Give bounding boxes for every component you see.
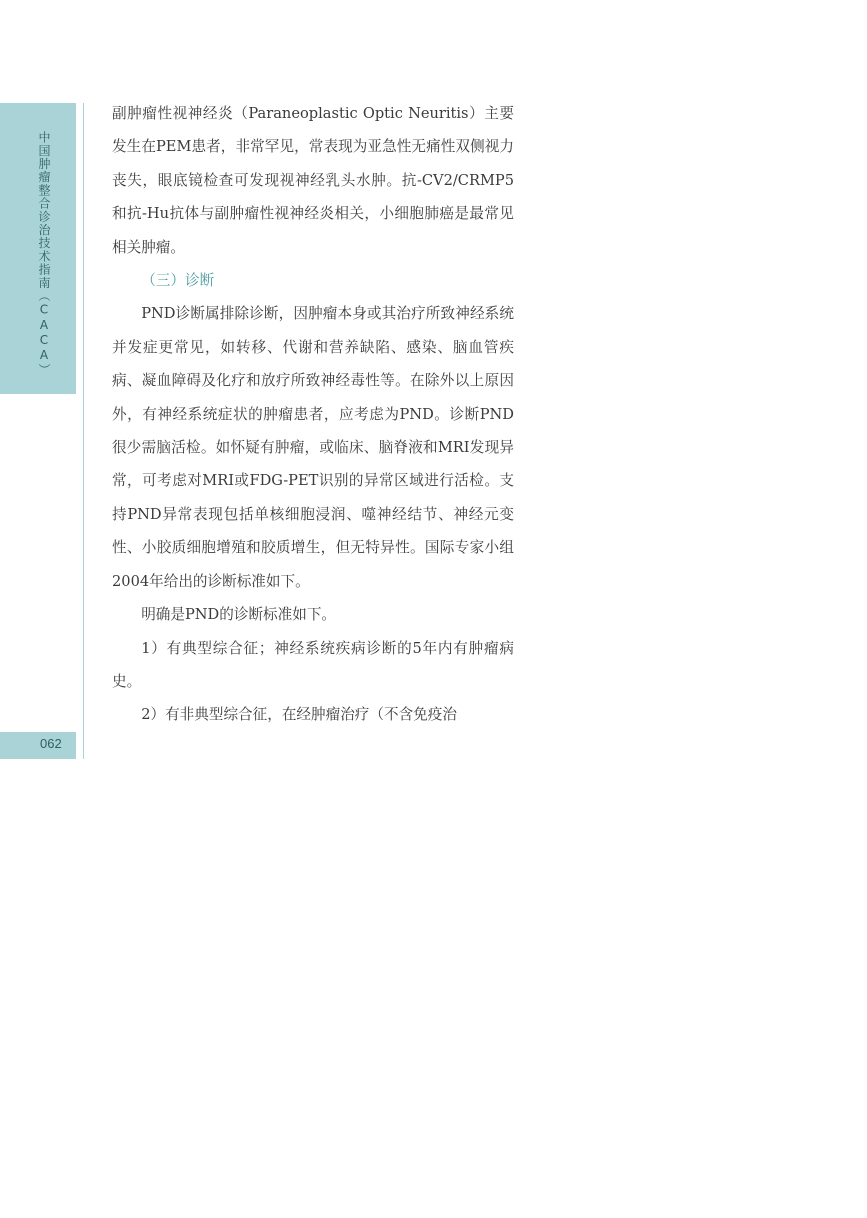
- section-heading-diagnosis: （三）诊断: [141, 272, 215, 290]
- criteria-item-1: 1）有典型综合征；神经系统疾病诊断的5年内有肿瘤病史。: [112, 639, 514, 690]
- margin-divider: [83, 103, 84, 759]
- page-number: 062: [40, 736, 62, 751]
- criteria-item-2: 2）有非典型综合征，在经肿瘤治疗（不含免疫治: [141, 706, 457, 724]
- main-text: [112, 97, 514, 732]
- book-title: 中国肿瘤整合诊治技术指南（CACA）: [37, 131, 51, 377]
- paragraph-optic-neuritis: 副肿瘤性视神经炎（Paraneoplastic Optic Neuritis）主要发生在PEM患者，非常罕见，常表现为亚急性无痛性双侧视力丧失，眼底镜检查可发现视神经乳头水肿。抗-CV2/CRMP5和抗-Hu抗体与副肿瘤性视神经炎相关，小细胞肺癌是最常见相关肿瘤。: [112, 105, 514, 256]
- paragraph-criteria-intro: 明确是PND的诊断标准如下。: [141, 606, 337, 624]
- paragraph-diagnosis: PND诊断属排除诊断，因肿瘤本身或其治疗所致神经系统并发症更常见，如转移、代谢和营养缺陷、感染、脑血管疾病、凝血障碍及化疗和放疗所致神经毒性等。在除外以上原因外，有神经系统症状的肿瘤患者，应考虑为PND。诊断PND很少需脑活检。如怀疑有肿瘤，或临床、脑脊液和MRI发现异常，可考虑对MRI或FDG-PET识别的异常区域进行活检。支持PND异常表现包括单核细胞浸润、噬神经结节、神经元变性、小胶质细胞增殖和胶质增生，但无特异性。国际专家小组2004年给出的诊断标准如下。: [112, 305, 514, 590]
- page-number-tab: [0, 732, 76, 759]
